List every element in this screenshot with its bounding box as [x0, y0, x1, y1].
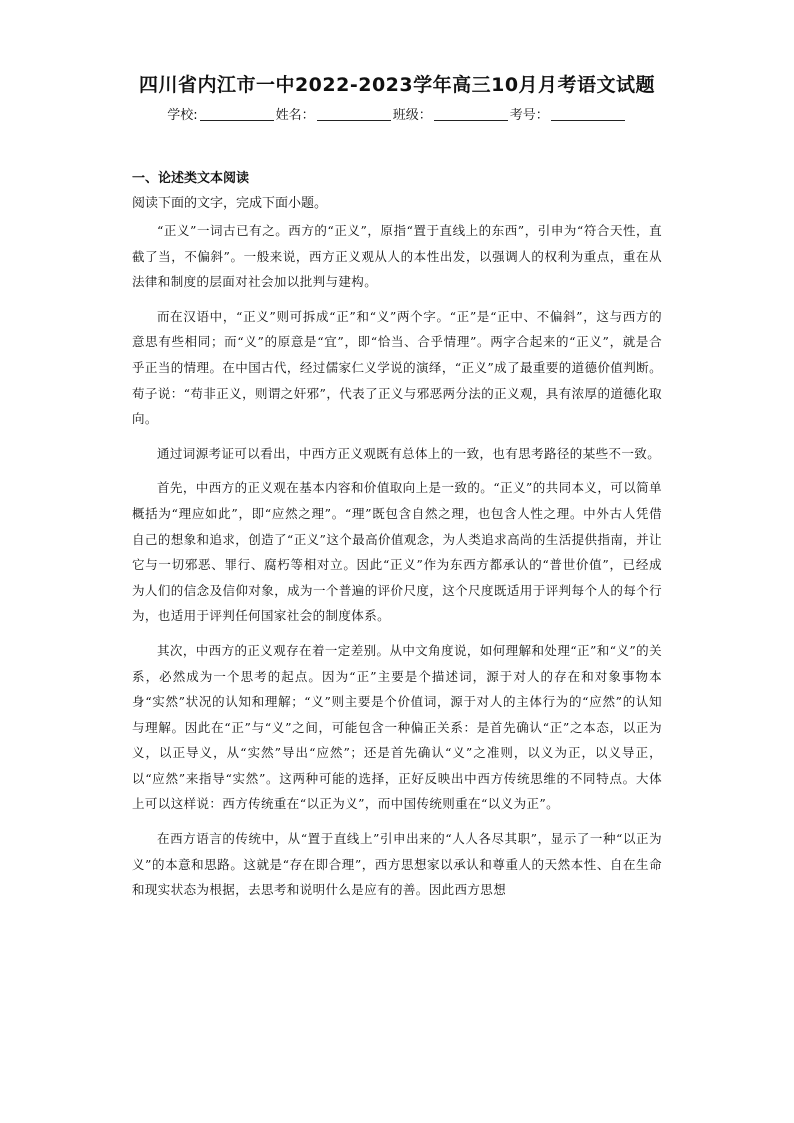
exam-title: 四川省内江市一中2022-2023学年高三10月月考语文试题 — [138, 74, 656, 96]
passage-paragraph: “正义”一词古已有之。西方的“正义”，原指“置于直线上的东西”，引申为“符合天性，直截了当，不偏斜”。一般来说，西方正义观从人的本性出发，以强调人的权利为重点，重在从法律和制度的层面对社会加以批判与建构。 — [132, 223, 662, 290]
section-heading: 一、论述类文本阅读 — [132, 171, 250, 186]
student-info-line — [0, 104, 794, 123]
reading-passage — [132, 218, 662, 912]
class-blank — [434, 107, 508, 121]
passage-paragraph: 通过词源考证可以看出，中西方正义观既有总体上的一致，也有思考路径的某些不一致。 — [157, 445, 661, 461]
passage-paragraph: 在西方语言的传统中，从“置于直线上”引申出来的“人人各尽其职”，显示了一种“以正为义”的本意和思路。这就是“存在即合理”，西方思想家以承认和尊重人的天然本性、自在生命和现实状态为根据，去思考和说明什么是应有的善。因此西方思想 — [132, 831, 662, 898]
name-blank — [317, 107, 391, 121]
passage-paragraph: 其次，中西方的正义观存在着一定差别。从中文角度说，如何理解和处理“正”和“义”的关系，必然成为一个思考的起点。因为“正”主要是个描述词，源于对人的存在和对象事物本身“实然”状况的认知和理解；“义”则主要是个价值词，源于对人的主体行为的“应然”的认知与理解。因此在“正”与“义”之间，可能包含一种偏正关系：是首先确认“正”之本态，以正为义，以正导义，从“实然”导出“应然”；还是首先确认“义”之准则，以义为正，以义导正，以“应然”来指导“实然”。这两种可能的选择，正好反映出中西方传统思维的不同特点。大体上可以这样说：西方传统重在“以正为义”，而中国传统则重在“以义为正”。 — [132, 642, 662, 812]
class-label: 班级： — [392, 108, 432, 123]
exam-number-blank — [551, 107, 625, 121]
exam-number-label: 考号： — [509, 108, 549, 123]
name-label: 姓名： — [275, 108, 315, 123]
reading-instruction: 阅读下面的文字，完成下面小题。 — [132, 196, 328, 211]
school-blank — [200, 107, 274, 121]
passage-paragraph: 而在汉语中，“正义”则可拆成“正”和“义”两个字。“正”是“正中、不偏斜”，这与西方的意思有些相同；而“义”的原意是“宜”，即“恰当、合乎情理”。两字合起来的“正义”，就是合乎正当的情理。在中国古代，经过儒家仁义学说的演绎，“正义”成了最重要的道德价值判断。荀子说：“苟非正义，则谓之奸邪”，代表了正义与邪恶两分法的正义观，具有浓厚的道德化取向。 — [132, 308, 662, 427]
school-label: 学校: — [167, 108, 198, 123]
passage-paragraph: 首先，中西方的正义观在基本内容和价值取向上是一致的。“正义”的共同本义，可以简单概括为“理应如此”，即“应然之理”。“理”既包含自然之理，也包含人性之理。中外古人凭借自己的想象和追求，创造了“正义”这个最高价值观念，为人类追求高尚的生活提供指南，并让它与一切邪恶、罪行、腐朽等相对立。因此“正义”作为东西方都承认的“普世价值”，已经成为人们的信念及信仰对象，成为一个普遍的评价尺度，这个尺度既适用于评判每个人的每个行为，也适用于评判任何国家社会的制度体系。 — [132, 480, 662, 624]
